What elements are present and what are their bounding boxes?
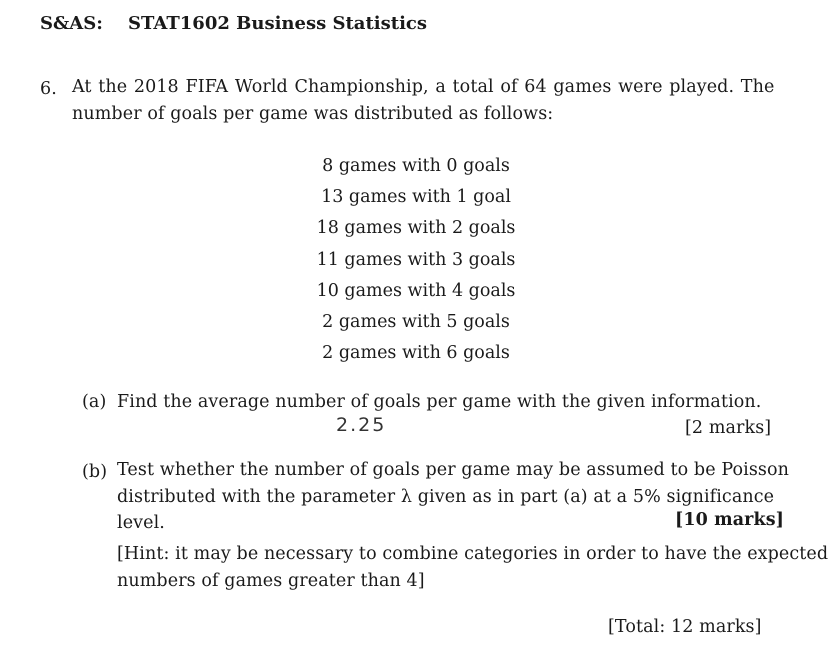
distribution-item: 13 games with 1 goal [321, 187, 511, 207]
distribution-item: 11 games with 3 goals [316, 250, 516, 270]
distribution-item: 2 games with 5 goals [322, 312, 510, 332]
part-a-text: Find the average number of goals per game with the given information. [117, 392, 762, 412]
distribution-item: 8 games with 0 goals [322, 156, 510, 176]
part-b-hint-line-2: numbers of games greater than 4] [117, 571, 425, 591]
part-b-label: (b) [82, 462, 108, 482]
dept-code: S&AS: [40, 13, 103, 34]
part-a-marks: [2 marks] [685, 418, 772, 438]
part-a-label: (a) [82, 392, 107, 412]
question-line-2: number of goals per game was distributed as follows: [72, 104, 554, 124]
part-b-line-3: level. [117, 513, 165, 533]
distribution-item: 10 games with 4 goals [316, 281, 516, 301]
part-b-line-1: Test whether the number of goals per game may be assumed to be Poisson [117, 460, 790, 480]
distribution-item: 2 games with 6 goals [322, 343, 510, 363]
question-line-1: At the 2018 FIFA World Championship, a total of 64 games were played. The [72, 77, 775, 97]
part-b-hint-line-1: [Hint: it may be necessary to combine categories in order to have the expected [117, 544, 829, 564]
course-title: STAT1602 Business Statistics [128, 13, 428, 34]
total-marks: [Total: 12 marks] [608, 617, 762, 637]
part-a-handwritten-answer: 2.25 [336, 414, 387, 436]
distribution-item: 18 games with 2 goals [316, 218, 516, 238]
part-b-line-2: distributed with the parameter λ given as in part (a) at a 5% significance [117, 487, 775, 507]
part-b-marks: [10 marks] [675, 510, 785, 530]
question-number: 6. [40, 79, 57, 99]
